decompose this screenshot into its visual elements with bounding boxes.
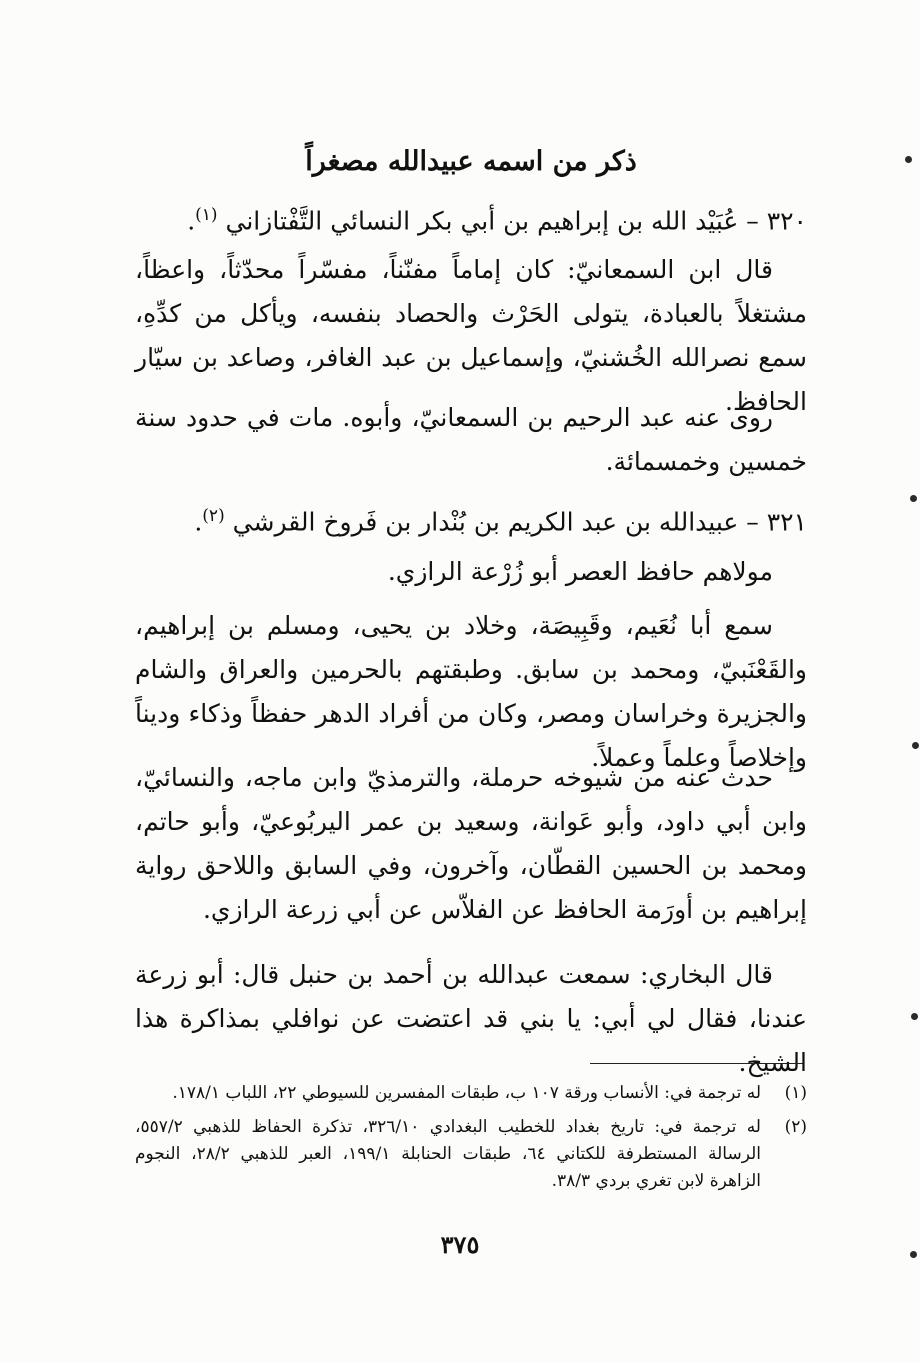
page-number: ٣٧٥ <box>440 1230 480 1259</box>
entry-321-title-end: . <box>194 507 203 537</box>
scan-mark <box>912 742 919 749</box>
footnote-ref-2[interactable]: (٢) <box>202 506 225 526</box>
footnote-1-text: له ترجمة في: الأنساب ورقة ١٠٧ ب، طبقات المفسرين للسيوطي ٢٢، اللباب ١٧٨/١. <box>172 1083 761 1103</box>
entry-320-title <box>135 193 807 243</box>
scan-mark <box>911 1013 918 1020</box>
section-heading: ذكر من اسمه عبيدالله مصغراً <box>305 146 637 177</box>
entry-321-paragraph-2: حدث عنه من شيوخه حرملة، والترمذيّ وابن ماجه، والنسائيّ، وابن أبي داود، وأبو عَوانة، وسعيد بن عمر اليربُوعيّ، وأبو حاتم، ومحمد بن الحسين القطّان، وآخرون، وفي السابق واللاحق رواية إبراهيم بن أورَمة الحافظ عن الفلاّس عن أبي زرعة الرازي. <box>135 763 807 924</box>
entry-320-title-end: . <box>187 206 196 236</box>
entry-321-title <box>135 494 807 544</box>
footnote-2-text: له ترجمة في: تاريخ بغداد للخطيب البغدادي ٣٢٦/١٠، تذكرة الحفاظ للذهبي ٥٥٧/٢، الرسالة المستطرفة للكتاني ٦٤، طبقات الحنابلة ١٩٩/١، العبر للذهبي ٢٨/٢، النجوم الزاهرة لابن تغري بردي ٣٨/٣. <box>135 1117 761 1191</box>
entry-320-paragraph-1: قال ابن السمعانيّ: كان إماماً مفنّناً، مفسّراً محدّثاً، واعظاً، مشتغلاً بالعبادة، يتولى الحَرْث والحصاد بنفسه، ويأكل من كدِّهِ، سمع نصرالله الخُشنيّ، وإسماعيل بن عبد الغافر، وصاعد بن سيّار الحافظ. <box>135 255 807 416</box>
entry-321-paragraph-3: قال البخاري: سمعت عبدالله بن أحمد بن حنبل قال: أبو زرعة عندنا، فقال لي أبي: يا بني قد اعتضت عن نوافلي بمذاكرة هذا الشيخ. <box>135 960 807 1077</box>
footnote-2 <box>135 1114 807 1195</box>
entry-321-paragraph-1: سمع أبا نُعَيم، وقَبِيصَة، وخلاد بن يحيى، ومسلم بن إبراهيم، والقَعْنَبيّ، ومحمد بن سابق. وطبقتهم بالحرمين والعراق والشام والجزيرة وخراسان ومصر، وكان من أفراد الدهر حفظاً وذكاء وديناً وإخلاصاً وعلماً وعملاً. <box>135 611 807 772</box>
entry-321-title-text: ٣٢١ – عبيدالله بن عبد الكريم بن بُنْدار بن فَروخ القرشي <box>232 507 807 537</box>
scan-mark <box>905 156 912 163</box>
entry-320-title-text: ٣٢٠ – عُبَيْد الله بن إبراهيم بن أبي بكر النسائي التَّفْتازاني <box>225 206 807 236</box>
footnote-separator <box>590 1063 803 1064</box>
footnote-2-number: (٢) <box>784 1117 807 1137</box>
footnote-1 <box>135 1080 807 1107</box>
scan-mark <box>910 1251 917 1258</box>
footnote-1-number: (١) <box>784 1083 807 1103</box>
entry-321-subtitle: مولاهم حافظ العصر أبو زُرْعة الرازي. <box>387 557 773 586</box>
entry-320-paragraph-2: روى عنه عبد الرحيم بن السمعانيّ، وأبوه. مات في حدود سنة خمسين وخمسمائة. <box>135 403 807 476</box>
footnote-ref-1[interactable]: (١) <box>195 205 218 225</box>
scan-mark <box>910 495 917 502</box>
